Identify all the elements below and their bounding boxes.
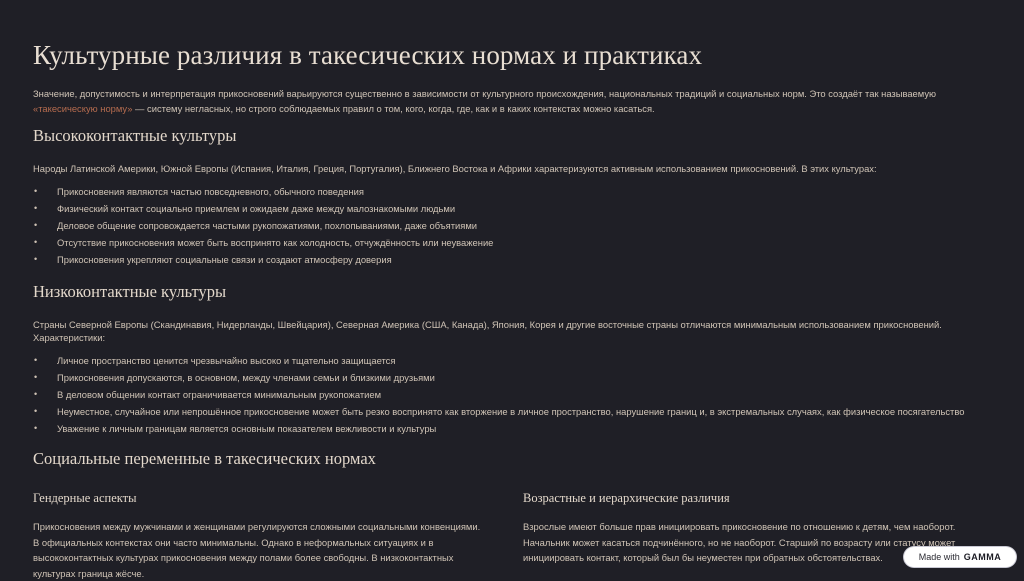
list-item-text: Отсутствие прикосновения может быть воспринято как холодность, отчуждённость или неуважение <box>57 237 494 248</box>
age-text: Взрослые имеют больше прав инициировать прикосновение по отношению к детям, чем наоборот. Начальник может касаться подчинённого, но не наоборот. Старший по возрасту или статусу может инициировать контакт, который был бы неуместен при обратных обстоятельствах. <box>523 521 956 563</box>
page-title: Культурные различия в такесических нормах и практиках <box>33 40 703 70</box>
intro-text-after: — систему негласных, но строго соблюдаемых правил о том, кого, когда, где, как и в каких контекстах можно касаться. <box>132 103 655 114</box>
list-item <box>33 403 993 420</box>
bullet-icon: • <box>34 254 38 264</box>
made-with-gamma-badge[interactable] <box>904 547 1016 567</box>
bullet-icon: • <box>34 372 38 382</box>
social-changes-heading: Социальные переменные в такесических нормах <box>33 449 376 468</box>
high-contact-heading: Высококонтактные культуры <box>33 126 237 145</box>
list-item-text: Уважение к личным границам является основным показателем вежливости и культуры <box>57 423 437 434</box>
high-contact-list <box>33 183 993 268</box>
gender-column <box>33 490 523 581</box>
social-changes-columns <box>33 490 993 581</box>
list-item <box>33 352 993 369</box>
bullet-icon: • <box>34 203 38 213</box>
badge-prefix: Made with <box>918 552 960 562</box>
age-column <box>523 490 993 581</box>
bullet-icon: • <box>34 406 38 416</box>
gender-text: Прикосновения между мужчинами и женщинами регулируются сложными социальными конвенциями. В официальных контекстах они часто минимальны. Однако в неформальных ситуациях и в высококонтактных культурах прикосновения между полами более свободны. В низкоконтактных культурах граница жёсче. <box>33 521 481 579</box>
list-item-text: Прикосновения являются частью повседневного, обычного поведения <box>57 186 364 197</box>
low-contact-list <box>33 352 993 437</box>
list-item-text: Неуместное, случайное или непрошённое прикосновение может быть резко воспринято как вторжение в личное пространство, нарушение границ и, в экстремальных случаях, как физическое посягательство <box>57 406 965 417</box>
slide-content <box>33 38 993 581</box>
high-contact-lead: Народы Латинской Америки, Южной Европы (Испания, Италия, Греция, Португалия), Ближнего Востока и Африки характеризуются активным использованием прикосновений. В этих культурах: <box>33 163 877 174</box>
gender-heading: Гендерные аспекты <box>33 491 137 505</box>
bullet-icon: • <box>34 186 38 196</box>
age-heading: Возрастные и иерархические различия <box>523 491 730 505</box>
list-item <box>33 183 993 200</box>
bullet-icon: • <box>34 220 38 230</box>
intro-paragraph <box>33 86 993 116</box>
list-item-text: Личное пространство ценится чрезвычайно высоко и тщательно защищается <box>57 355 396 366</box>
bullet-icon: • <box>34 355 38 365</box>
list-item-text: Деловое общение сопровождается частыми рукопожатиями, похлопываниями, даже объятиями <box>57 220 478 231</box>
gamma-logo: GAMMA <box>963 552 1002 562</box>
intro-text-before: Значение, допустимость и интерпретация прикосновений варьируются существенно в зависимости от культурного происхождения, национальных традиций и социальных норм. Это создаёт так называемую <box>33 88 937 99</box>
low-contact-lead: Страны Северной Европы (Скандинавия, Нидерланды, Швейцария), Северная Америка (США, Канада), Япония, Корея и другие восточные страны отличаются минимальным использованием прикосновений. Характеристики: <box>33 319 942 343</box>
list-item <box>33 251 993 268</box>
intro-accent-term: «такесическую норму» <box>33 103 133 114</box>
list-item-text: Физический контакт социально приемлем и ожидаем даже между малознакомыми людьми <box>57 203 456 214</box>
low-contact-heading: Низкоконтактные культуры <box>33 282 227 301</box>
list-item-text: Прикосновения укрепляют социальные связи и создают атмосферу доверия <box>57 254 392 265</box>
list-item <box>33 420 993 437</box>
list-item-text: Прикосновения допускаются, в основном, между членами семьи и близкими друзьями <box>57 372 435 383</box>
list-item <box>33 217 993 234</box>
list-item <box>33 386 993 403</box>
list-item-text: В деловом общении контакт ограничивается минимальным рукопожатием <box>57 389 382 400</box>
bullet-icon: • <box>34 389 38 399</box>
list-item <box>33 234 993 251</box>
list-item <box>33 369 993 386</box>
bullet-icon: • <box>34 423 38 433</box>
list-item <box>33 200 993 217</box>
bullet-icon: • <box>34 237 38 247</box>
